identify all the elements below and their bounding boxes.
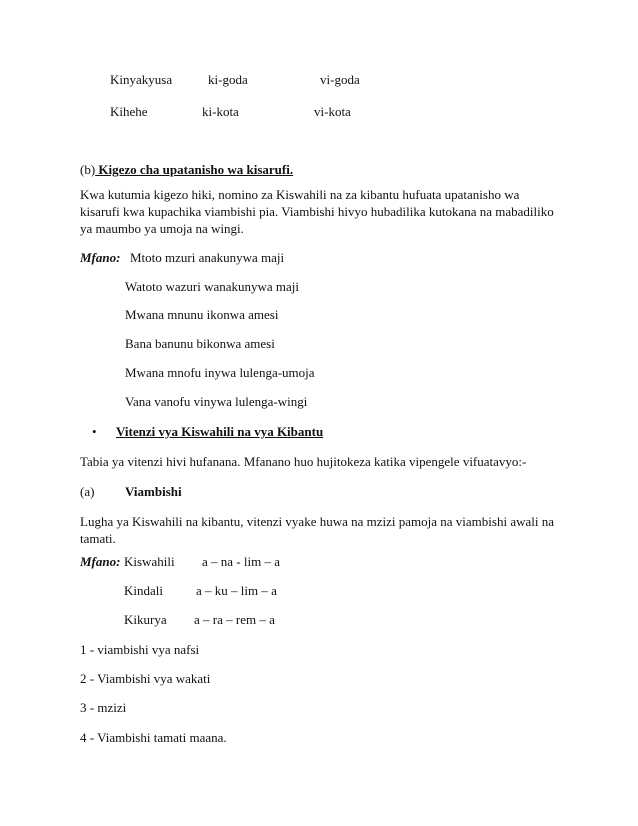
language-name: Kiswahili (124, 554, 175, 569)
list-item: 1 - viambishi vya nafsi (80, 642, 200, 657)
example-sentence: Mwana mnofu inywa lulenga-umoja (125, 365, 315, 380)
mfano-label: Mfano: (80, 250, 121, 265)
bullet-heading: Vitenzi vya Kiswahili na vya Kibantu (116, 424, 324, 439)
list-item: 2 - Viambishi vya wakati (80, 671, 211, 686)
mfano-label: Mfano: (80, 554, 121, 569)
paragraph-2: Tabia ya vitenzi hivi hufanana. Mfanano huo hujitokeza katika vipengele vifuatavyo:- (80, 454, 527, 469)
verb-breakdown: a – na - lim – a (202, 554, 280, 569)
example-sentence: Bana banunu bikonwa amesi (125, 336, 275, 351)
section-b-prefix: (b) (80, 162, 96, 177)
verb-breakdown: a – ku – lim – a (196, 583, 277, 598)
example-singular: ki-kota (202, 104, 239, 119)
section-a-prefix: (a) (80, 484, 95, 499)
section-b-title: Kigezo cha upatanisho wa kisarufi. (95, 162, 294, 177)
example-lang: Kinyakyusa (110, 72, 173, 87)
example-plural: vi-goda (320, 72, 360, 87)
section-a-title: Viambishi (125, 484, 182, 499)
example-sentence: Watoto wazuri wanakunywa maji (125, 279, 300, 294)
section-b-heading (80, 162, 293, 178)
example-sentence: Mwana mnunu ikonwa amesi (125, 307, 279, 322)
list-item: 4 - Viambishi tamati maana. (80, 730, 227, 745)
list-item: 3 - mzizi (80, 700, 127, 715)
paragraph-3: Lugha ya Kiswahili na kibantu, vitenzi vyake huwa na mzizi pamoja na viambishi awali na tamati. (80, 514, 554, 546)
example-lang: Kihehe (110, 104, 148, 119)
example-sentence: Vana vanofu vinywa lulenga-wingi (125, 394, 308, 409)
language-name: Kikurya (124, 612, 167, 627)
language-name: Kindali (124, 583, 163, 598)
verb-breakdown: a – ra – rem – a (194, 612, 275, 627)
bullet-icon: • (92, 424, 97, 439)
example-sentence: Mtoto mzuri anakunywa maji (130, 250, 285, 265)
example-singular: ki-goda (208, 72, 248, 87)
paragraph-1: Kwa kutumia kigezo hiki, nomino za Kiswahili na za kibantu hufuata upatanisho wa kisarufi kwa kupachika viambishi pia. Viambishi hivyo hubadilika kutokana na mabadiliko ya maumbo ya umoja na wingi. (80, 187, 554, 236)
example-plural: vi-kota (314, 104, 351, 119)
